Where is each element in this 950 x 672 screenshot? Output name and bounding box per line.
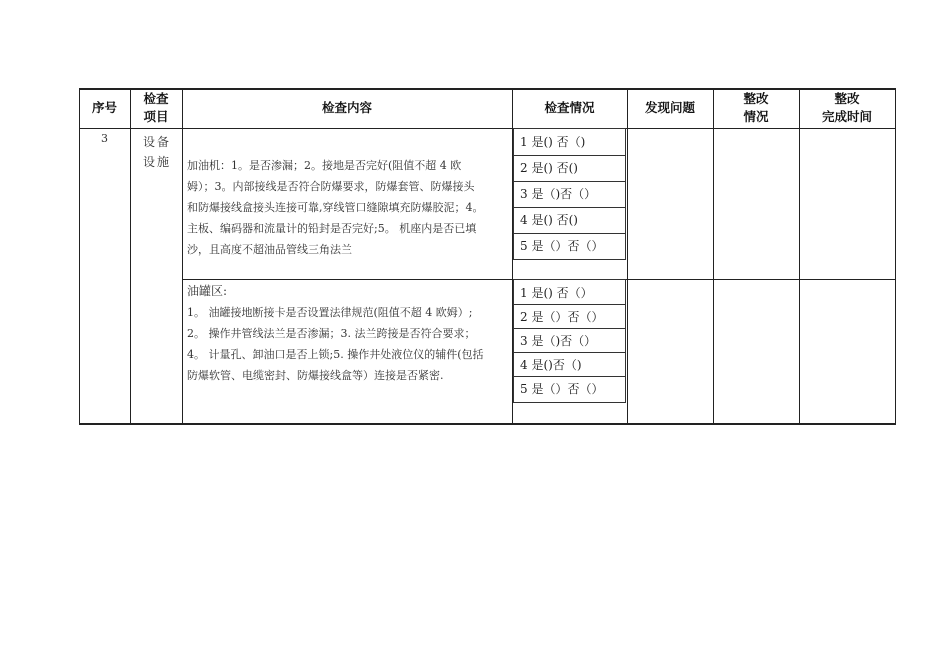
col-border (799, 88, 800, 424)
header-seq: 序号 (91, 100, 117, 115)
content-line: 2。 操作井管线法兰是否渗漏；3. 法兰跨接是否符合要求； (187, 327, 476, 340)
header-rectify: 整改 情况 (743, 91, 769, 124)
check-option[interactable]: 5 是（）否（） (520, 382, 604, 396)
check-option[interactable]: 2 是() 否() (520, 161, 578, 175)
check-box-1 (513, 128, 626, 260)
check-option[interactable]: 5 是（）否（） (520, 239, 604, 253)
header-problem: 发现问题 (644, 100, 695, 115)
section-2-content (187, 281, 507, 386)
inspection-table (79, 88, 896, 424)
col-border (627, 88, 628, 424)
header-bottom-border (79, 128, 896, 129)
option-divider (514, 181, 625, 182)
check-option[interactable]: 4 是() 否() (520, 213, 578, 227)
content-line: 4。 计量孔、卸油口是否上锁;5. 操作井处液位仪的辅件(包括 (187, 348, 484, 361)
col-border (713, 88, 714, 424)
option-divider (514, 352, 625, 353)
header-time: 整改 完成时间 (821, 91, 872, 124)
row-item: 设备设施 (143, 135, 172, 169)
check-option[interactable]: 3 是（)否（） (520, 334, 597, 348)
row-seq: 3 (101, 132, 108, 145)
content-line: 主板、编码器和流量计的铅封是否完好;5。 机座内是否已填 (187, 222, 477, 235)
section-1-content (187, 155, 507, 260)
section-title: 油罐区: (187, 284, 228, 298)
check-box-2 (513, 279, 626, 403)
content-line: 沙，且高度不超油品管线三角法兰 (187, 243, 352, 256)
check-option[interactable]: 4 是()否（) (520, 358, 582, 372)
content-line: 防爆软管、电缆密封、防爆接线盒等）连接是否紧密. (187, 369, 444, 382)
option-divider (514, 207, 625, 208)
check-option[interactable]: 2 是（）否（） (520, 310, 604, 324)
col-border (895, 88, 896, 424)
check-option[interactable]: 1 是() 否（) (520, 135, 586, 149)
check-option[interactable]: 3 是（)否（） (520, 187, 597, 201)
header-status: 检查情况 (544, 100, 595, 115)
option-divider (514, 376, 625, 377)
option-divider (514, 304, 625, 305)
header-item: 检查 项目 (143, 91, 169, 124)
content-line: 1。 油罐接地断接卡是否设置法律规范(阻值不超 4 欧姆）; (187, 306, 473, 319)
col-border (130, 88, 131, 424)
content-line: 加油机：1。是否渗漏；2。接地是否完好(阻值不超 4 欧 (187, 159, 462, 172)
option-divider (514, 155, 625, 156)
check-option[interactable]: 1 是() 否（） (520, 286, 593, 300)
option-divider (514, 328, 625, 329)
header-content: 检查内容 (321, 100, 372, 115)
col-border (182, 88, 183, 424)
table-bottom-border (79, 423, 896, 425)
content-line: 姆）；3。内部接线是否符合防爆要求，防爆套管、防爆接头 (187, 180, 475, 193)
content-line: 和防爆接线盒接头连接可靠,穿线管口缝隙填充防爆胶泥；4。 (187, 201, 484, 214)
option-divider (514, 233, 625, 234)
